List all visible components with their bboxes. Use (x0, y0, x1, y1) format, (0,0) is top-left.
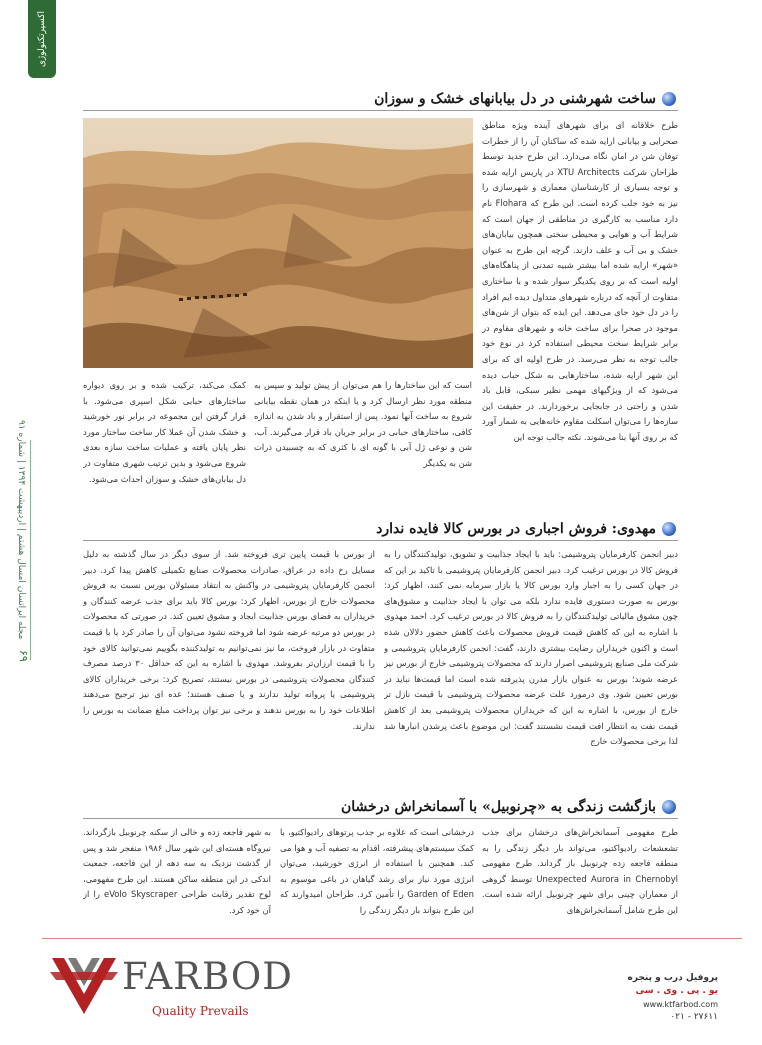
article-1-column-1: طرح خلاقانه ای برای شهرهای آینده ویژه مناطق صحرایی و بیابانی ارایه شده که ساکنان آن را از خطرات توفان شن در امان نگاه می‌دارد. این طرح جدید توسط طراحان شرکت XTU Architects در پاریس ارایه شده و توجه بسیاری از کارشناسان معماری و شهرسازی را نیز به خود جلب کرده است. این طرح که Flohara نام دارد مناسب به کارگیری در مناطقی از جهان است که شرایط آب و هوایی و محیطی سختی همچون بیابان‌های خشک و بی آب و علف دارند. گرچه این طرح به عنوان «شهر» ارایه شده اما بیشتر شبیه تمدنی از پناهگاه‌های اولیه است که بر روی یکدیگر سوار شده و با ساختاری متفاوت از آنچه که درباره شهرهای متداول دیده ایم افراد را در دل خود جای می‌دهد. این ایده که بتوان از شن‌های موجود در صحرا برای ساخت خانه و شهرهای مقاوم در برابر شرایط سخت محیطی استفاده کرد در نوع خود جالب توجه به نظر می‌رسد. در طرح اولیه ای که برای این شهر ارایه شده، ساختارهایی به شکل حباب دیده می‌شود که از ویژگیهای مهمی نظیر سبکی، قابل باد شدن و راحتی در جابجایی برخوردارند. در حقیقت این سازه‌ها را می‌توان اسکلت مقاوم خانه‌هایی به شمار آورد که بر روی آنها بنا می‌شوند. نکته جالب توجه این (482, 120, 678, 442)
article-3-heading (341, 796, 676, 818)
ad-title: پروفیل درب و پنجره (627, 973, 718, 983)
section-tab (28, 0, 56, 78)
article-1-heading (374, 88, 676, 110)
article-3-column-3: به شهر فاجعه زده و خالی از سکنه چرنوبیل بازگرداند. نیروگاه هسته‌ای این شهر سال ۱۹۸۶ منفجر شد و پس از گذشت نزدیک به سه دهه از این فاجعه، جمعیت اندکی در این منطقه ساکن هستند. این طرح مفهومی، لوح تقدیر رقابت طراحی eVolo Skyscraper را از آن خود کرد. (83, 827, 271, 915)
globe-icon (662, 92, 676, 106)
article-3-column-1: طرح مفهومی آسمانخراش‌های درخشان برای جذب تشعشعات رادیواکتیو، می‌تواند بار دیگر زندگی را به منطقه فاجعه زده چرنوبیل باز گرداند. طرح مفهومی Unexpected Aurora in Chernobyl توسط گروهی از معماران چینی برای شهر چرنوبیل ارائه شده است. این طرح شامل آسمانخراش‌های (482, 827, 678, 915)
article-1-rule (83, 110, 678, 111)
farbod-logo-icon (48, 952, 120, 1018)
article-3-title: بازگشت زندگی به «چرنوبیل» با آسمانخراش درخشان (340, 799, 656, 815)
ad-subtitle: یو . پی . وی . سی (635, 986, 718, 996)
ad-phone: ۰۲۱ - ۲۷۶۱۱ (670, 1012, 718, 1022)
brand-tagline: Quality Prevails (152, 1004, 249, 1018)
section-tab-label: اکسپرتکنولوژی (37, 10, 47, 68)
article-2-column-2: از بورس با قیمت پایین تری فروخته شد. از سوی دیگر در سال گذشته به دلیل مسایل رخ داده در عراق، صادرات محصولات صنایع تکمیلی کاهش پیدا کرد. دبیر انجمن کارفرمایان پتروشیمی در واکنش به انتقاد مسئولان بورس نسبت به فروش محصولات خارج از بورس، اظهار کرد: بورس کالا باید برای جذب عرضه کنندگان و خریداران به فضای بورس جذابیت ایجاد و مشوق تعیین کند. در صورتی که محصولات در بورس دو مرتبه عرضه شود اما فروخته نشود می‌توان آن را صادر کرد یا با قیمت متفاوت در بازار فروخت، ما نیز نمی‌توانیم به تولیدکننده بگوییم نمی‌توانید کالای خود را با قیمت ارزان‌تر بفروشد. مهدوی با اشاره به این که حداقل ۳۰ درصد مصرف کنندگان محصولات پتروشیمی در بورس نیستند، تصریح کرد: برخی خریداران کالای پتروشیمی یا پروانه تولید ندارند و یا صنف هستند؛ عده ای نیز ترجیح می‌دهند اطلاعات خود را به بورس ندهند و برخی نیز توان پرداخت مبلغ ضمانت به بورس را ندارند. (83, 549, 375, 731)
ad-website[interactable]: www.ktfarbod.com (643, 1000, 718, 1009)
article-1-column-2: است که این ساختارها را هم می‌توان از پیش تولید و سپس به منطقه مورد نظر ارسال کرد و یا اینکه در همان نقطه بیابانی شروع به ساخت آنها نمود. پس از استقرار و باد شدن به اندازه کافی، ساختارهای حبابی در برابر جریان باد قرار می‌گیرند. آب، شن و نوعی ژل آبی با گونه ای با کثری که به چسبیدن ذرات شن به یکدیگر (254, 380, 472, 468)
desert-dunes-image (83, 118, 473, 368)
article-2-rule (83, 540, 678, 541)
article-3-column-2: درخشانی است که علاوه بر جذب پرتوهای رادیواکتیو، با کمک سیستم‌های پیشرفته، اقدام به تصفیه آب و هوا می کند. همچنین با استفاده از انرژی خورشید، می‌توان انرژی مورد نیاز برای رشد گیاهان در باغی موسوم به Garden of Eden را تأمین کرد. طراحان امیدوارند که این طرح بتواند بار دیگر زندگی را (280, 827, 474, 915)
footer-divider (42, 938, 742, 939)
article-1-column-3: کمک می‌کند، ترکیب شده و بر روی دیواره ساختارهای حبابی شکل اسپری می‌شود. با قرار گرفتن این مجموعه در برابر نور خورشید و خشک شدن آن عملا کار ساخت ساختار مورد نظر پایان یافته و عملیات ساخت سازه بعدی شروع می‌شود و بدین ترتیب شهری متفاوت در دل بیابان‌های خشک و سوزان احداث می‌شود. (83, 380, 246, 484)
page-number: ۶۹ (17, 650, 30, 662)
desert-photo (83, 118, 473, 368)
globe-icon (662, 800, 676, 814)
article-2-heading (376, 518, 676, 540)
globe-icon (662, 522, 676, 536)
article-1-title: ساخت شهرشنی در دل بیابانهای خشک و سوزان (374, 91, 656, 107)
ad-contact-block (598, 972, 718, 1024)
magazine-issue-label: مجله ایراتسان امسال هشتم | اردیبهشت ۱۳۹۴ | شماره ۹۱ (16, 420, 26, 640)
brand-name: FARBOD (122, 955, 293, 998)
article-2-title: مهدوی: فروش اجباری در بورس کالا فایده ندارد (376, 521, 656, 537)
margin-line (30, 440, 31, 660)
article-2-column-1: دبیر انجمن کارفرمایان پتروشیمی: باید با ایجاد جذابیت و تشویق، تولیدکنندگان را به فروش کالا در بورس ترغیب کرد. دبیر انجمن کارفرمایان پتروشیمی با تاکید بر این که در جهان کسی را به اجبار وارد بورس کالا یا بازار سرمایه نمی کنند، اظهار کرد: بورس به صورت دستوری فایده ندارد بلکه می توان با ایجاد جذابیت و مشوق‌های چون مشوق مالیاتی تولیدکنندگان را به فروش کالا در بورس ترغیب کرد. احمد مهدوی با اشاره به این که کاهش قیمت فروش محصولات باعث کاهش حضور دلالان شده است و اکنون خریداران رضایت بیشتری دارند، گفت: انجمن کارفرمایان پتروشیمی و شرکت ملی صنایع پتروشیمی اصرار دارند که محصولات پتروشیمی خارج از بورس نیز عرضه شوند؛ بورس به عنوان بازار مدرن پذیرفته شده است اما قیمت‌ها نباید در بورس تعیین شود. وی درمورد علت عرضه محصولات پتروشیمی با قیمت نازل تر خارج از بورس، با اشاره به این که خریداران محصولات پتروشیمی بعد از کاهش قیمت نفت به انتظار افت قیمت نشستند گفت: این موضوع باعث پرشدن انبارها شد لذا برخی محصولات خارج (384, 549, 678, 747)
article-3-rule (83, 818, 678, 819)
